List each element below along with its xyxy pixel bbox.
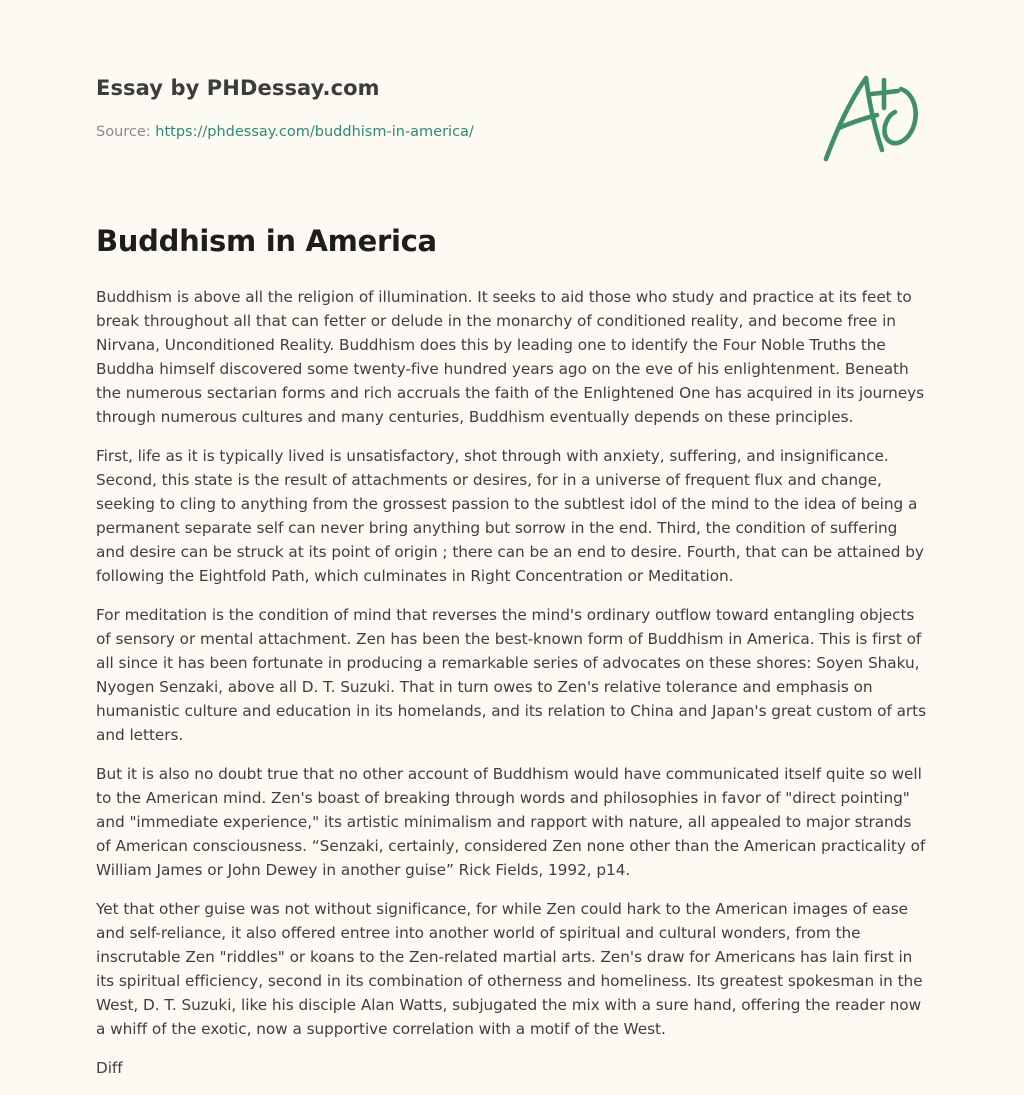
essay-paragraph: First, life as it is typically lived is unsatisfactory, shot through with anxiety, suffering, and insignificance. Second, this state is the result of attachments or desires, for in a universe of frequent flux and change, seeking to cling to anything from the grossest passion to the subtlest idol of the mind to the idea of being a permanent separate self can never bring anything but sorrow in the end. Third, the condition of suffering and desire can be struck at its point of origin ; there can be an end to desire. Fourth, that can be attained by following the Eightfold Path, which culminates in Right Concentration or Meditation. (96, 447, 924, 585)
essay-paragraph: For meditation is the condition of mind that reverses the mind's ordinary outflow toward entangling objects of sensory or mental attachment. Zen has been the best-known form of Buddhism in America. This is first of all since it has been fortunate in producing a remarkable series of advocates on these shores: Soyen Shaku, Nyogen Senzaki, above all D. T. Suzuki. That in turn owes to Zen's relative tolerance and emphasis on humanistic culture and education in its homelands, and its relation to China and Japan's great custom of arts and letters. (96, 606, 927, 744)
essay-paragraph: But it is also no doubt true that no other account of Buddhism would have communicated itself quite so well to the American mind. Zen's boast of breaking through words and philosophies in favor of "direct pointing" and "immediate experience," its artistic minimalism and rapport with nature, all appealed to major strands of American consciousness. “Senzaki, certainly, considered Zen none other than the American practicality of William James or John Dewey in another guise” Rick Fields, 1992, p14. (96, 765, 926, 879)
a-plus-grade-icon (822, 66, 926, 166)
essay-paragraph: Buddhism is above all the religion of illumination. It seeks to aid those who study and practice at its feet to break throughout all that can fetter or delude in the monarchy of conditioned reality, and become free in Nirvana, Unconditioned Reality. Buddhism does this by leading one to identify the Four Noble Truths the Buddha himself discovered some twenty-five hundred years ago on the eve of his enlightenment. Beneath the numerous sectarian forms and rich accruals the faith of the Enlightened One has acquired in its journeys through numerous cultures and many centuries, Buddhism eventually depends on these principles. (96, 288, 925, 426)
source-line (96, 124, 474, 140)
essay-page (96, 0, 928, 1077)
source-link[interactable]: https://phdessay.com/buddhism-in-america/ (155, 124, 474, 140)
essay-paragraph-truncated: Diff (96, 1059, 123, 1077)
essay-body (96, 285, 928, 1095)
site-brand: Essay by PHDessay.com (96, 76, 380, 100)
page-header (96, 0, 928, 190)
source-label: Source: (96, 124, 156, 140)
essay-paragraph: Yet that other guise was not without significance, for while Zen could hark to the American images of ease and self-reliance, it also offered entree into another world of spiritual and cultural wonders, from the inscrutable Zen "riddles" or koans to the Zen-related martial arts. Zen's draw for Americans has lain first in its spiritual efficiency, second in its combination of otherness and homeliness. Its greatest spokesman in the West, D. T. Suzuki, like his disciple Alan Watts, subjugated the mix with a sure hand, offering the reader now a whiff of the exotic, now a supportive correlation with a motif of the West. (96, 900, 923, 1038)
essay-title: Buddhism in America (96, 224, 437, 258)
